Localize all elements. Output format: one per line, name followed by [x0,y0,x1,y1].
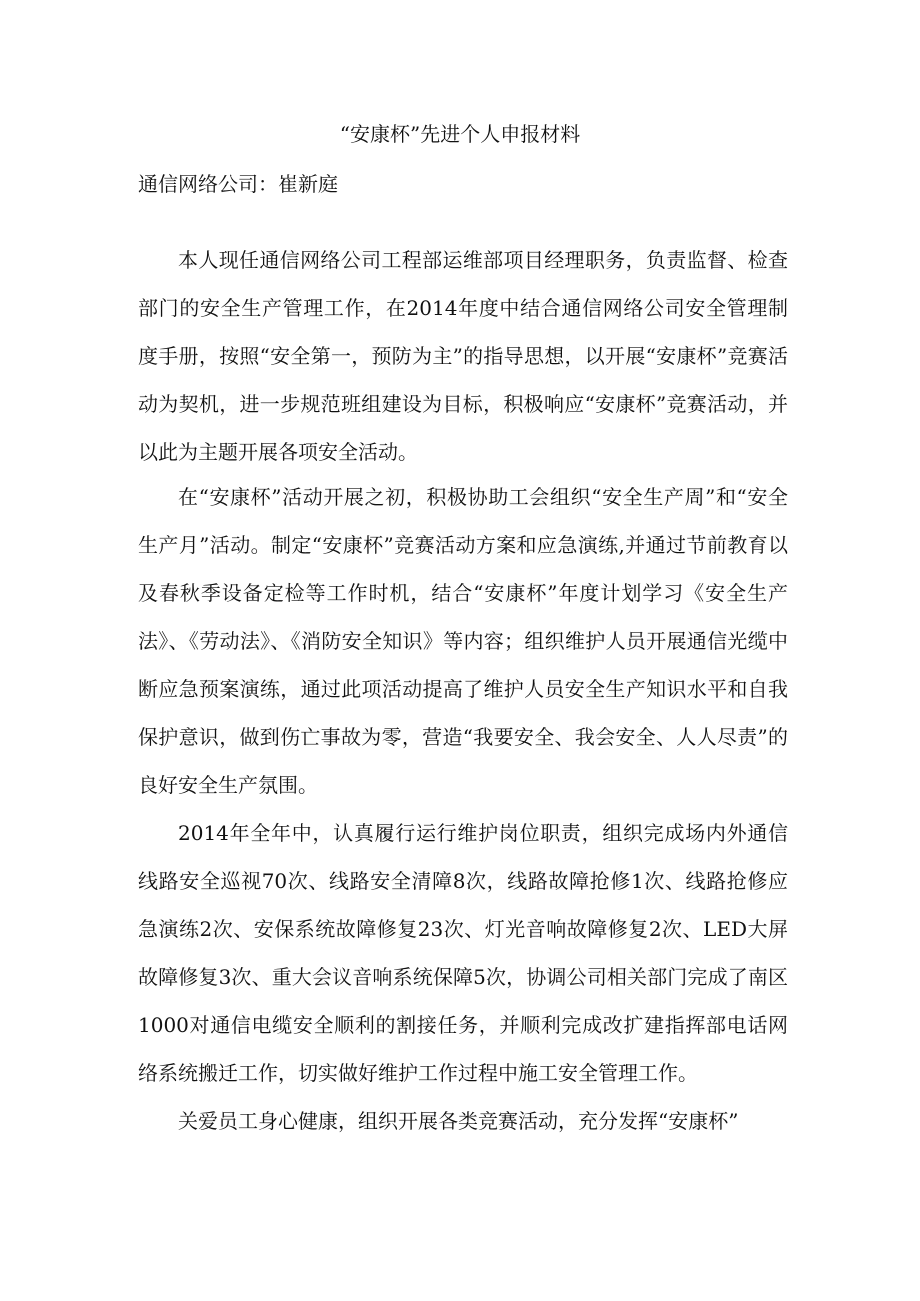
paragraph-3: 2014年全年中，认真履行运行维护岗位职责，组织完成场内外通信线路安全巡视70次、线路安全清障8次，线路故障抢修1次、线路抢修应急演练2次、安保系统故障修复23次、灯光音响故障修复2次、LED大屏故障修复3次、重大会议音响系统保障5次，协调公司相关部门完成了南区1000对通信电缆安全顺利的割接任务，并顺利完成改扩建指挥部电话网络系统搬迁工作，切实做好维护工作过程中施工安全管理工作。 [138,821,788,1085]
paragraph-2: 在“安康杯”活动开展之初，积极协助工会组织“安全生产周”和“安全生产月”活动。制定“安康杯”竞赛活动方案和应急演练,并通过节前教育以及春秋季设备定检等工作时机，结合“安康杯”年度计划学习《安全生产法》、《劳动法》、《消防安全知识》等内容；组织维护人员开展通信光缆中断应急预案演练，通过此项活动提高了维护人员安全生产知识水平和自我保护意识，做到伤亡事故为零，营造“我要安全、我会安全、人人尽责”的良好安全生产氛围。 [138,485,788,797]
paragraph-4: 关爱员工身心健康，组织开展各类竞赛活动，充分发挥“安康杯” [178,1109,739,1133]
document-title: “安康杯”先进个人申报材料 [339,122,581,146]
paragraph-1: 本人现任通信网络公司工程部运维部项目经理职务，负责监督、检查部门的安全生产管理工作，在2014年度中结合通信网络公司安全管理制度手册，按照“安全第一，预防为主”的指导思想，以开展“安康杯”竞赛活动为契机，进一步规范班组建设为目标，积极响应“安康杯”竞赛活动，并以此为主题开展各项安全活动。 [138,248,788,464]
author-line: 通信网络公司：崔新庭 [138,172,338,196]
